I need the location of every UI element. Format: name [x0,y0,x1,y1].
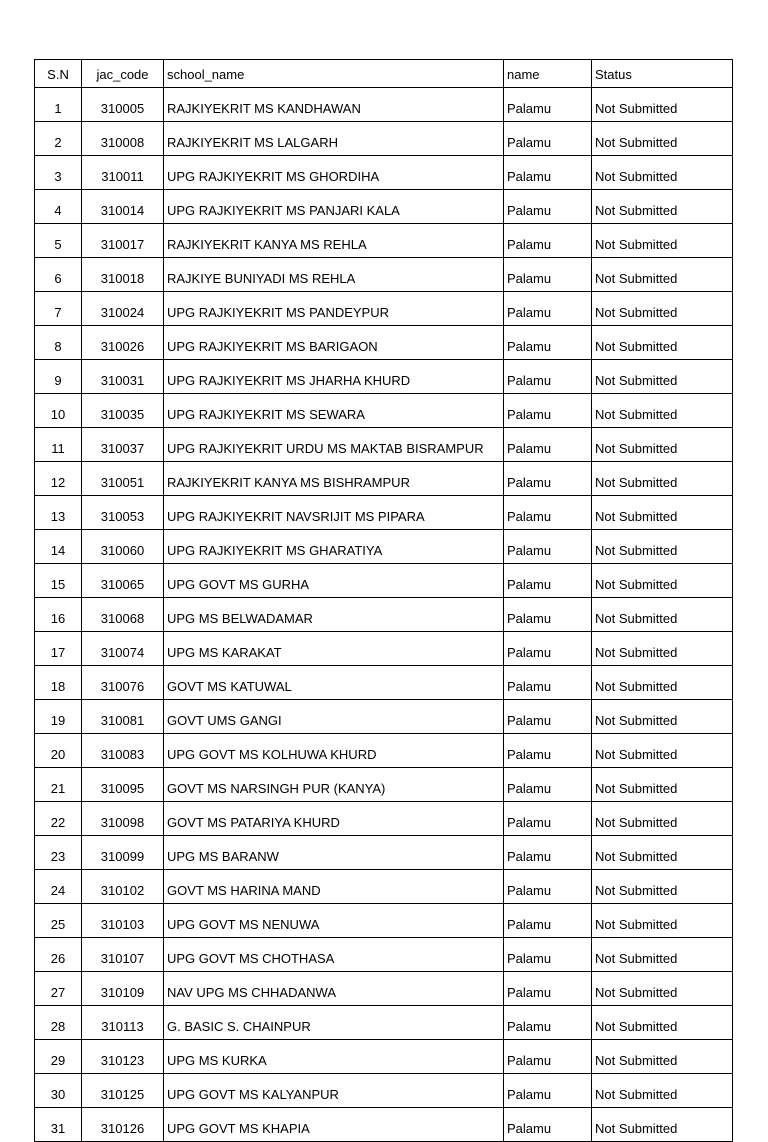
table-row [35,88,733,122]
cell-name: Palamu [504,700,592,734]
table-row [35,326,733,360]
cell-jac-code: 310008 [82,122,164,156]
cell-name: Palamu [504,938,592,972]
cell-sn: 5 [35,224,82,258]
table-row [35,1006,733,1040]
cell-sn: 30 [35,1074,82,1108]
cell-sn: 14 [35,530,82,564]
cell-name: Palamu [504,190,592,224]
cell-name: Palamu [504,1074,592,1108]
cell-name: Palamu [504,122,592,156]
table-row [35,292,733,326]
table-row [35,1074,733,1108]
cell-school-name: UPG RAJKIYEKRIT MS GHARATIYA [164,530,504,564]
cell-school-name: RAJKIYEKRIT MS LALGARH [164,122,504,156]
cell-status: Not Submitted [592,972,733,1006]
table-row [35,564,733,598]
header-status: Status [592,60,733,88]
cell-sn: 4 [35,190,82,224]
cell-jac-code: 310024 [82,292,164,326]
cell-jac-code: 310053 [82,496,164,530]
cell-name: Palamu [504,496,592,530]
table-row [35,666,733,700]
table-row [35,496,733,530]
table-row [35,1108,733,1142]
cell-jac-code: 310026 [82,326,164,360]
cell-sn: 15 [35,564,82,598]
cell-school-name: UPG RAJKIYEKRIT NAVSRIJIT MS PIPARA [164,496,504,530]
cell-sn: 10 [35,394,82,428]
header-jac-code: jac_code [82,60,164,88]
cell-school-name: UPG GOVT MS GURHA [164,564,504,598]
cell-status: Not Submitted [592,156,733,190]
cell-jac-code: 310051 [82,462,164,496]
cell-jac-code: 310068 [82,598,164,632]
cell-status: Not Submitted [592,904,733,938]
cell-name: Palamu [504,768,592,802]
cell-sn: 18 [35,666,82,700]
header-row [35,60,733,88]
cell-sn: 21 [35,768,82,802]
table-row [35,802,733,836]
cell-name: Palamu [504,904,592,938]
cell-school-name: RAJKIYEKRIT KANYA MS REHLA [164,224,504,258]
cell-jac-code: 310076 [82,666,164,700]
cell-status: Not Submitted [592,190,733,224]
cell-school-name: UPG RAJKIYEKRIT URDU MS MAKTAB BISRAMPUR [164,428,504,462]
cell-sn: 6 [35,258,82,292]
cell-status: Not Submitted [592,292,733,326]
cell-school-name: UPG MS KARAKAT [164,632,504,666]
cell-jac-code: 310060 [82,530,164,564]
cell-jac-code: 310103 [82,904,164,938]
cell-status: Not Submitted [592,598,733,632]
cell-status: Not Submitted [592,360,733,394]
cell-school-name: UPG RAJKIYEKRIT MS PANDEYPUR [164,292,504,326]
cell-sn: 27 [35,972,82,1006]
cell-sn: 20 [35,734,82,768]
cell-sn: 16 [35,598,82,632]
table-row [35,734,733,768]
cell-status: Not Submitted [592,632,733,666]
table-row [35,462,733,496]
cell-jac-code: 310065 [82,564,164,598]
cell-status: Not Submitted [592,1006,733,1040]
cell-name: Palamu [504,292,592,326]
cell-sn: 28 [35,1006,82,1040]
cell-jac-code: 310083 [82,734,164,768]
table-row [35,700,733,734]
cell-school-name: UPG RAJKIYEKRIT MS SEWARA [164,394,504,428]
table-row [35,938,733,972]
cell-status: Not Submitted [592,1074,733,1108]
cell-name: Palamu [504,802,592,836]
header-sn: S.N [35,60,82,88]
cell-name: Palamu [504,836,592,870]
cell-jac-code: 310031 [82,360,164,394]
cell-school-name: UPG GOVT MS CHOTHASA [164,938,504,972]
cell-school-name: UPG MS BARANW [164,836,504,870]
cell-status: Not Submitted [592,836,733,870]
cell-name: Palamu [504,88,592,122]
cell-sn: 22 [35,802,82,836]
cell-jac-code: 310107 [82,938,164,972]
cell-status: Not Submitted [592,802,733,836]
cell-status: Not Submitted [592,530,733,564]
cell-sn: 2 [35,122,82,156]
table-row [35,870,733,904]
cell-name: Palamu [504,428,592,462]
cell-name: Palamu [504,224,592,258]
cell-status: Not Submitted [592,88,733,122]
cell-school-name: UPG MS BELWADAMAR [164,598,504,632]
cell-school-name: UPG GOVT MS KALYANPUR [164,1074,504,1108]
cell-jac-code: 310081 [82,700,164,734]
cell-school-name: GOVT MS NARSINGH PUR (KANYA) [164,768,504,802]
cell-name: Palamu [504,1006,592,1040]
table-row [35,836,733,870]
cell-name: Palamu [504,156,592,190]
cell-school-name: UPG RAJKIYEKRIT MS BARIGAON [164,326,504,360]
cell-school-name: GOVT MS HARINA MAND [164,870,504,904]
cell-name: Palamu [504,462,592,496]
cell-school-name: G. BASIC S. CHAINPUR [164,1006,504,1040]
cell-status: Not Submitted [592,1108,733,1142]
cell-status: Not Submitted [592,700,733,734]
cell-school-name: UPG GOVT MS NENUWA [164,904,504,938]
table-row [35,428,733,462]
cell-status: Not Submitted [592,258,733,292]
cell-school-name: UPG GOVT MS KHAPIA [164,1108,504,1142]
table-row [35,156,733,190]
cell-jac-code: 310098 [82,802,164,836]
table-row [35,1040,733,1074]
cell-status: Not Submitted [592,564,733,598]
table-row [35,768,733,802]
cell-status: Not Submitted [592,394,733,428]
cell-name: Palamu [504,870,592,904]
cell-sn: 3 [35,156,82,190]
cell-status: Not Submitted [592,122,733,156]
table-body [35,88,733,1142]
cell-jac-code: 310014 [82,190,164,224]
cell-school-name: GOVT MS PATARIYA KHURD [164,802,504,836]
cell-school-name: RAJKIYEKRIT KANYA MS BISHRAMPUR [164,462,504,496]
cell-jac-code: 310109 [82,972,164,1006]
cell-jac-code: 310099 [82,836,164,870]
cell-sn: 23 [35,836,82,870]
cell-name: Palamu [504,1040,592,1074]
cell-school-name: UPG MS KURKA [164,1040,504,1074]
cell-status: Not Submitted [592,496,733,530]
cell-school-name: GOVT UMS GANGI [164,700,504,734]
cell-jac-code: 310125 [82,1074,164,1108]
cell-jac-code: 310102 [82,870,164,904]
cell-sn: 31 [35,1108,82,1142]
cell-sn: 11 [35,428,82,462]
cell-sn: 24 [35,870,82,904]
cell-school-name: RAJKIYEKRIT MS KANDHAWAN [164,88,504,122]
cell-status: Not Submitted [592,326,733,360]
cell-jac-code: 310035 [82,394,164,428]
table-row [35,530,733,564]
cell-school-name: GOVT MS KATUWAL [164,666,504,700]
cell-school-name: NAV UPG MS CHHADANWA [164,972,504,1006]
cell-sn: 8 [35,326,82,360]
cell-sn: 29 [35,1040,82,1074]
cell-sn: 13 [35,496,82,530]
cell-jac-code: 310095 [82,768,164,802]
cell-name: Palamu [504,734,592,768]
cell-status: Not Submitted [592,428,733,462]
cell-sn: 19 [35,700,82,734]
table-row [35,632,733,666]
cell-name: Palamu [504,530,592,564]
cell-jac-code: 310074 [82,632,164,666]
table-row [35,258,733,292]
table-row [35,972,733,1006]
cell-status: Not Submitted [592,224,733,258]
cell-school-name: RAJKIYE BUNIYADI MS REHLA [164,258,504,292]
cell-name: Palamu [504,326,592,360]
table-row [35,598,733,632]
cell-name: Palamu [504,972,592,1006]
cell-school-name: UPG RAJKIYEKRIT MS JHARHA KHURD [164,360,504,394]
cell-status: Not Submitted [592,666,733,700]
cell-status: Not Submitted [592,734,733,768]
cell-name: Palamu [504,258,592,292]
cell-jac-code: 310005 [82,88,164,122]
cell-sn: 1 [35,88,82,122]
cell-jac-code: 310037 [82,428,164,462]
cell-sn: 9 [35,360,82,394]
cell-sn: 17 [35,632,82,666]
cell-school-name: UPG GOVT MS KOLHUWA KHURD [164,734,504,768]
cell-status: Not Submitted [592,462,733,496]
header-name: name [504,60,592,88]
cell-sn: 26 [35,938,82,972]
cell-jac-code: 310018 [82,258,164,292]
cell-name: Palamu [504,598,592,632]
table-row [35,122,733,156]
cell-school-name: UPG RAJKIYEKRIT MS GHORDIHA [164,156,504,190]
table-row [35,904,733,938]
table-row [35,224,733,258]
cell-jac-code: 310017 [82,224,164,258]
cell-name: Palamu [504,360,592,394]
cell-school-name: UPG RAJKIYEKRIT MS PANJARI KALA [164,190,504,224]
cell-sn: 12 [35,462,82,496]
header-school-name: school_name [164,60,504,88]
table-row [35,360,733,394]
cell-status: Not Submitted [592,938,733,972]
cell-name: Palamu [504,564,592,598]
school-status-table [34,59,733,1142]
cell-jac-code: 310113 [82,1006,164,1040]
table-row [35,394,733,428]
cell-jac-code: 310126 [82,1108,164,1142]
cell-sn: 7 [35,292,82,326]
cell-sn: 25 [35,904,82,938]
cell-name: Palamu [504,632,592,666]
cell-status: Not Submitted [592,1040,733,1074]
cell-jac-code: 310011 [82,156,164,190]
cell-status: Not Submitted [592,768,733,802]
cell-jac-code: 310123 [82,1040,164,1074]
cell-name: Palamu [504,394,592,428]
cell-name: Palamu [504,666,592,700]
cell-status: Not Submitted [592,870,733,904]
table-row [35,190,733,224]
cell-name: Palamu [504,1108,592,1142]
